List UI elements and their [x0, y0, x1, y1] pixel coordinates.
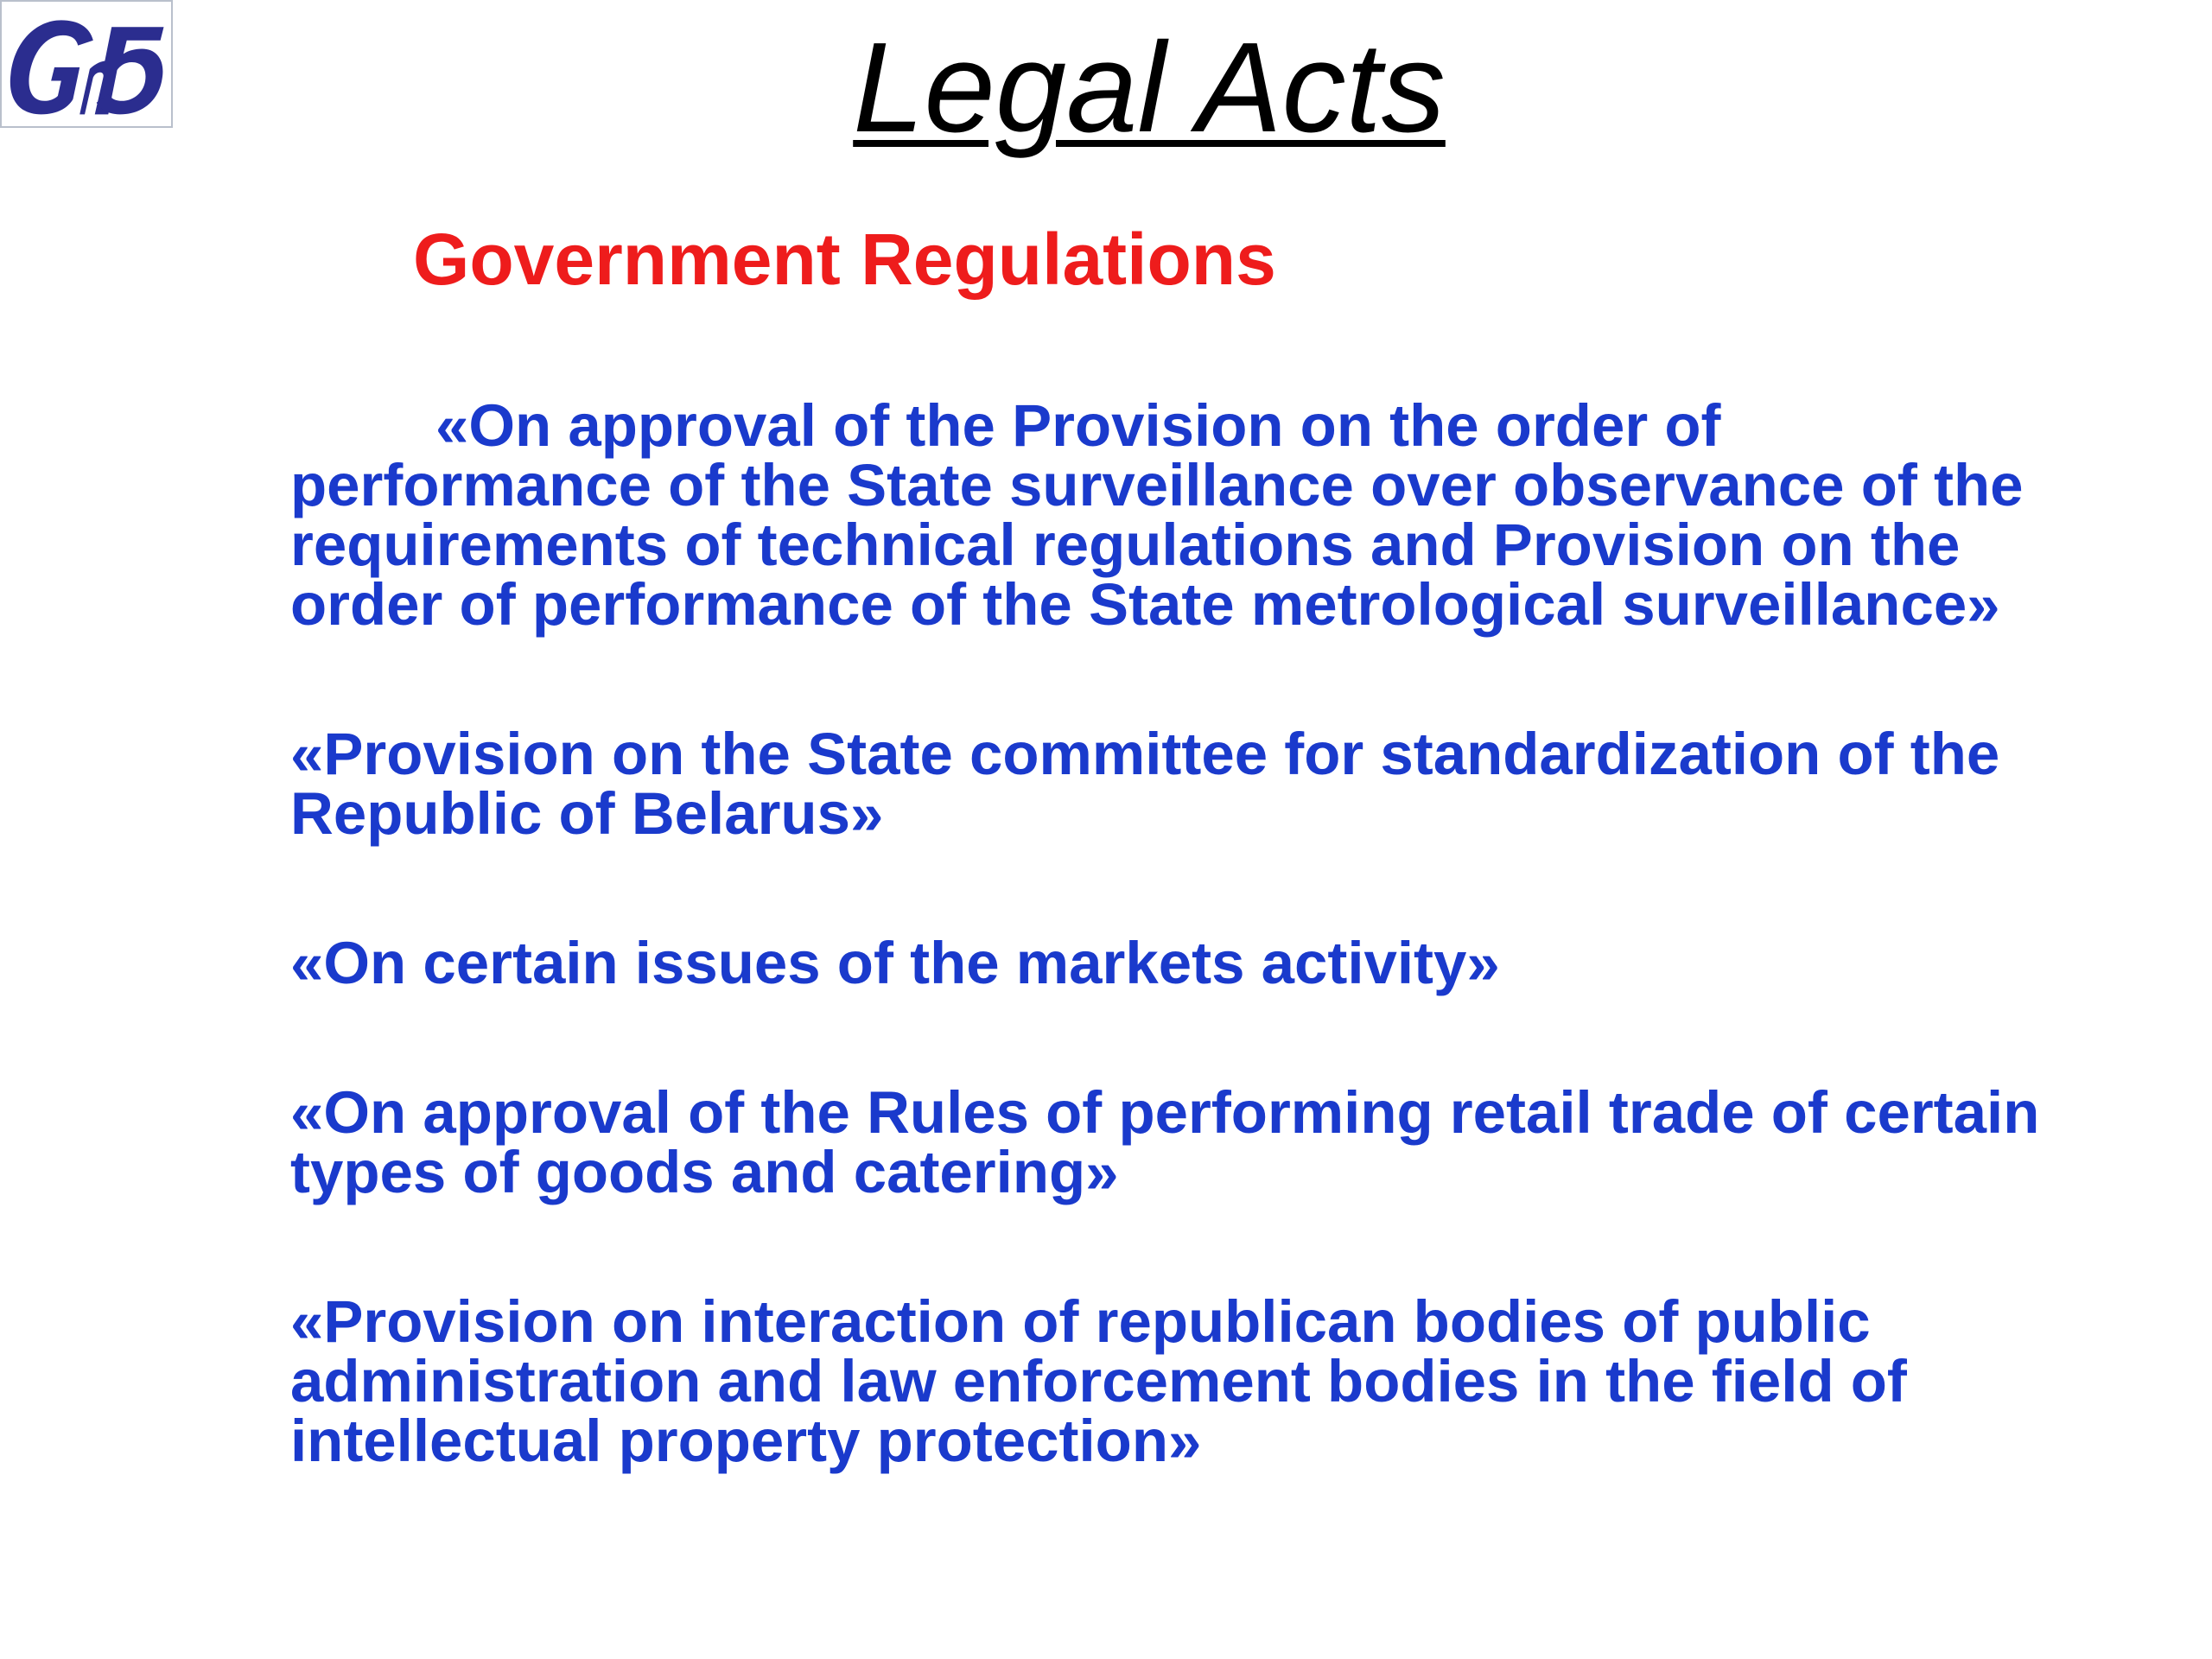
- legal-act-item: «On approval of the Provision on the order of performance of the State surveillance over observance of the requirements of technical regulations and Provision on the order of performance of the State metrological surveillance»: [290, 392, 2024, 638]
- legal-act-item: «Provision on interaction of republican bodies of public administration and law enforcement bodies in the field of intellectual property protection»: [290, 1288, 1907, 1474]
- legal-act-item: «Provision on the State committee for standardization of the Republic of Belarus»: [290, 721, 2000, 847]
- section-subtitle: Government Regulations: [413, 219, 1276, 300]
- legal-act-item: «On certain issues of the markets activity»: [290, 930, 1500, 996]
- slide-title: Legal Acts: [853, 16, 1446, 159]
- legal-act-item: «On approval of the Rules of performing retail trade of certain types of goods and catering»: [290, 1079, 2040, 1205]
- legal-acts-list: [290, 392, 2070, 1560]
